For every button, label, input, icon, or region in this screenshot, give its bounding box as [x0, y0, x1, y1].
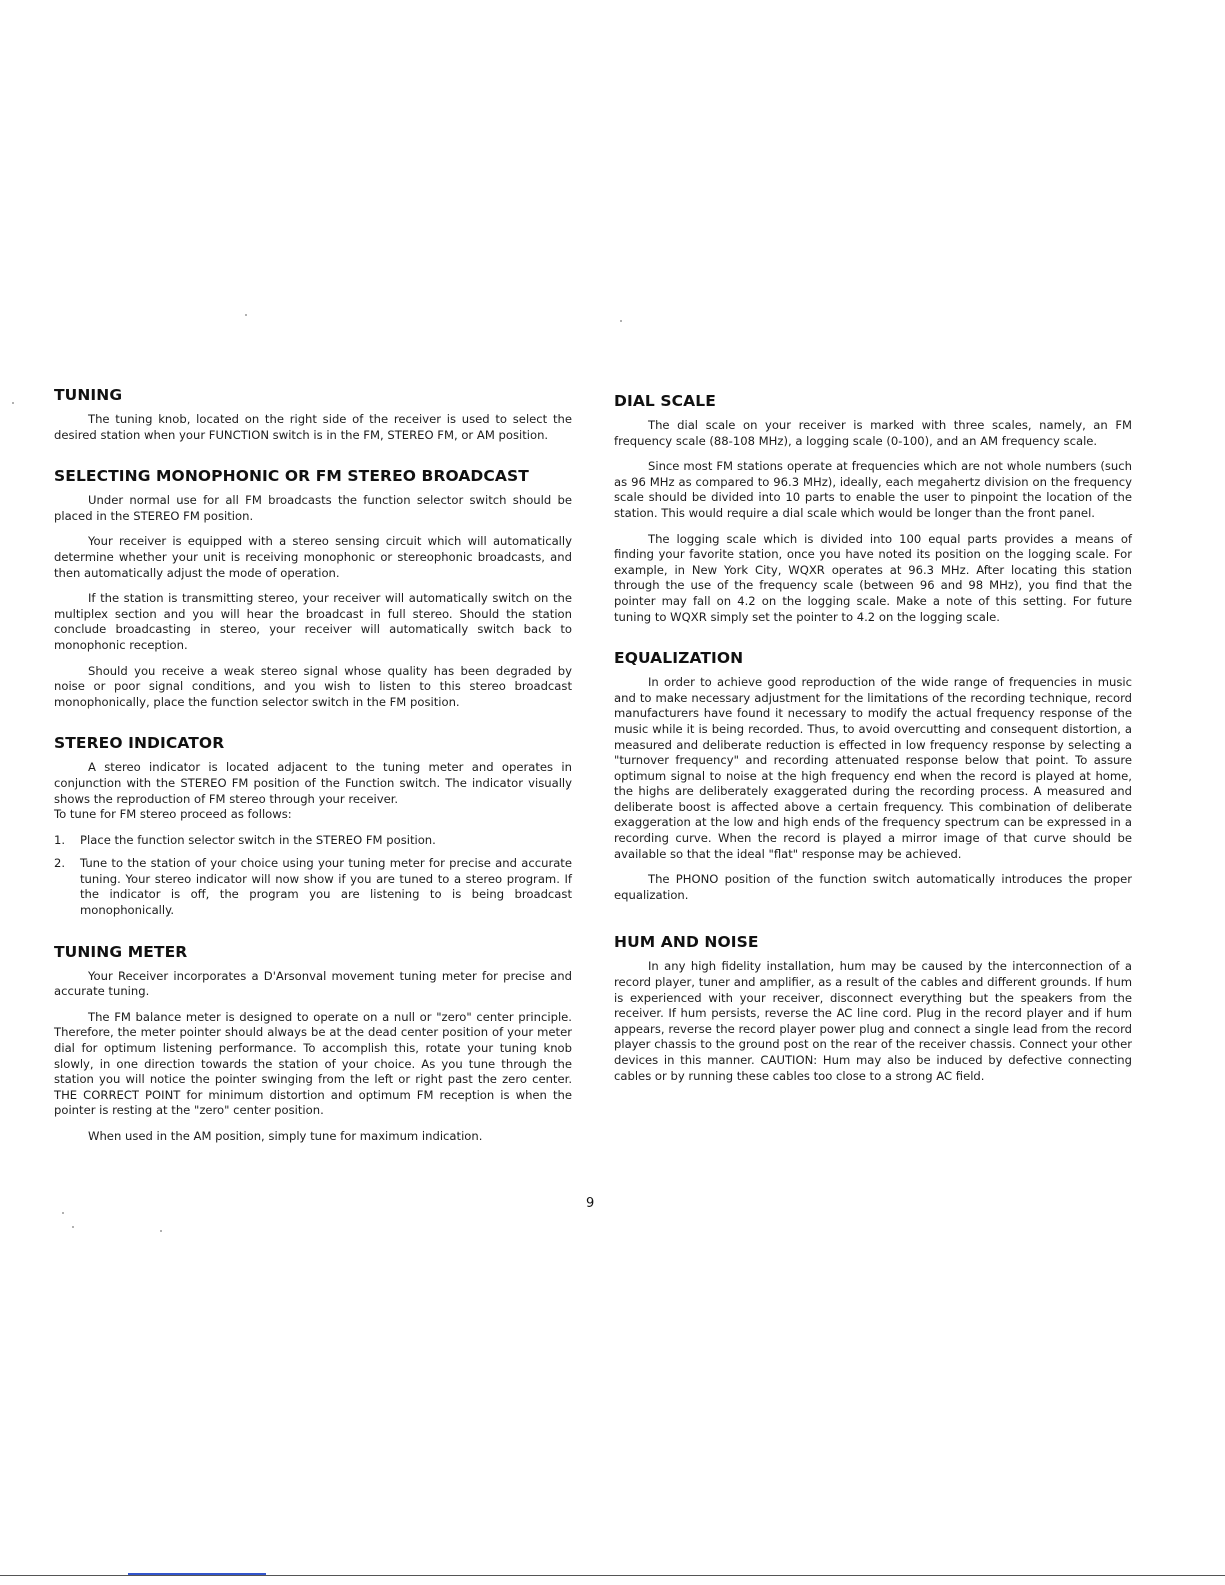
paragraph: The tuning knob, located on the right side of the receiver is used to select the desired station when your FUNCTION switch is in the FM, STEREO FM, or AM position. [54, 412, 572, 442]
section-equalization [614, 649, 1132, 903]
paragraph: The FM balance meter is designed to operate on a null or "zero" center principle. Therefore, the meter pointer should always be at the dead center position of your meter dial for optimum listening performance. To accomplish this, rotate your tuning knob slowly, in one direction towards the station of your choice. As you tune through the station you will notice the pointer swinging from the left or right past the zero center. THE CORRECT POINT for minimum distortion and optimum FM reception is when the pointer is resting at the "zero" center position. [54, 1009, 572, 1118]
section-tuning-meter [54, 943, 572, 1145]
right-column [614, 392, 1132, 1094]
scan-speck [245, 314, 247, 316]
paragraph: Should you receive a weak stereo signal whose quality has been degraded by noise or poor signal conditions, and you wish to listen to this stereo broadcast monophonically, place the function selector switch in the FM position. [54, 663, 572, 709]
section-stereo-indicator [54, 734, 572, 918]
section-heading-tuning: TUNING [54, 386, 123, 404]
paragraph: Since most FM stations operate at frequencies which are not whole numbers (such as 96 MHz as compared to 96.3 MHz), ideally, each megahertz division on the frequency scale should be divided into 10 parts to enable the user to pinpoint the location of the station. This would require a dial scale which would be longer than the front panel. [614, 459, 1132, 520]
step-text: Place the function selector switch in the STEREO FM position. [80, 832, 436, 847]
section-hum-and-noise [614, 933, 1132, 1084]
section-heading-selecting-broadcast: SELECTING MONOPHONIC OR FM STEREO BROADCAST [54, 467, 529, 486]
steps-list [54, 833, 572, 919]
paragraph: The logging scale which is divided into 100 equal parts provides a means of finding your favorite station, once you have noted its position on the logging scale. For example, in New York City, WQXR operates at 96.3 MHz. After locating this station through the use of the frequency scale (between 96 and 98 MHz), you find that the pointer may fall on 4.2 on the logging scale. Make a note of this setting. For future tuning to WQXR simply set the pointer to 4.2 on the logging scale. [614, 531, 1132, 624]
bottom-highlight-mark [128, 1573, 266, 1575]
section-dial-scale [614, 392, 1132, 625]
paragraph: When used in the AM position, simply tune for maximum indication. [88, 1129, 483, 1143]
page-number: 9 [586, 1196, 595, 1211]
paragraph: In any high fidelity installation, hum may be caused by the interconnection of a record player, tuner and amplifier, as a result of the cables and different grounds. If hum is experienced with your receiver, disconnect everything but the speakers from the receiver. If hum persists, reverse the AC line cord. Plug in the record player and if hum appears, reverse the record player power plug and connect a single lead from the record player chassis to the ground post on the rear of the receiver chassis. Connect your other devices in this manner. CAUTION: Hum may also be induced by defective connecting cables or by running these cables too close to a strong AC field. [614, 959, 1132, 1083]
scan-speck [620, 320, 622, 322]
list-item [54, 856, 572, 918]
bottom-rule [0, 1575, 1225, 1576]
step-number: 1. [54, 832, 66, 847]
paragraph: Your Receiver incorporates a D'Arsonval movement tuning meter for precise and accurate tuning. [54, 968, 572, 999]
step-number: 2. [54, 856, 66, 871]
paragraph: In order to achieve good reproduction of the wide range of frequencies in music and to make necessary adjustment for the limitations of the recording technique, record manufacturers have found it necessary to modify the actual frequency response of the music while it is being recorded. Thus, to avoid overcutting and consequent distortion, a measured and deliberate reduction is effected in low frequency response by selecting a "turnover frequency" and recording attenuated response below that point. To assure optimum signal to noise at the high frequency end when the record is played at home, the highs are deliberately exaggerated during the recording process. A measured and deliberate boost is affected above a certain frequency. This combination of deliberate exaggeration at the low and high ends of the frequency spectrum can be expressed in a recording curve. When the record is played a mirror image of that curve should be available so that the ideal "flat" response may be achieved. [614, 675, 1132, 861]
step-text: Tune to the station of your choice using your tuning meter for precise and accurate tuning. Your stereo indicator will now show if you are tuned to a stereo program. If the indicator is off, the program you are listening to is being broadcast monophonically. [80, 856, 572, 918]
section-tuning [54, 386, 572, 443]
paragraph: To tune for FM stereo proceed as follows: [54, 807, 292, 822]
list-item [54, 833, 572, 849]
section-heading-hum-and-noise: HUM AND NOISE [614, 933, 759, 952]
section-heading-dial-scale: DIAL SCALE [614, 392, 716, 410]
paragraph: The PHONO position of the function switch automatically introduces the proper equalization. [614, 872, 1132, 902]
section-heading-equalization: EQUALIZATION [614, 649, 744, 668]
scan-speck [12, 402, 14, 404]
scan-speck [160, 1230, 162, 1232]
paragraph: A stereo indicator is located adjacent to the tuning meter and operates in conjunction with the STEREO FM position of the Function switch. The indicator visually shows the reproduction of FM stereo through your receiver. [54, 760, 572, 806]
section-heading-stereo-indicator: STEREO INDICATOR [54, 734, 225, 753]
paragraph: Under normal use for all FM broadcasts the function selector switch should be placed in the STEREO FM position. [54, 493, 572, 523]
paragraph: If the station is transmitting stereo, your receiver will automatically switch on the multiplex section and you will hear the broadcast in full stereo. Should the station conclude broadcasting in stereo, your receiver will automatically switch back to monophonic reception. [54, 591, 572, 652]
scan-speck [62, 1212, 64, 1214]
paragraph: Your receiver is equipped with a stereo sensing circuit which will automatically determine whether your unit is receiving monophonic or stereophonic broadcasts, and then automatically adjust the mode of operation. [54, 534, 572, 580]
left-column [54, 386, 572, 1155]
section-heading-tuning-meter: TUNING METER [54, 942, 188, 961]
paragraph: The dial scale on your receiver is marked with three scales, namely, an FM frequency scale (88-108 MHz), a logging scale (0-100), and an AM frequency scale. [614, 418, 1132, 448]
section-selecting-broadcast [54, 467, 572, 710]
scan-speck [72, 1226, 74, 1228]
